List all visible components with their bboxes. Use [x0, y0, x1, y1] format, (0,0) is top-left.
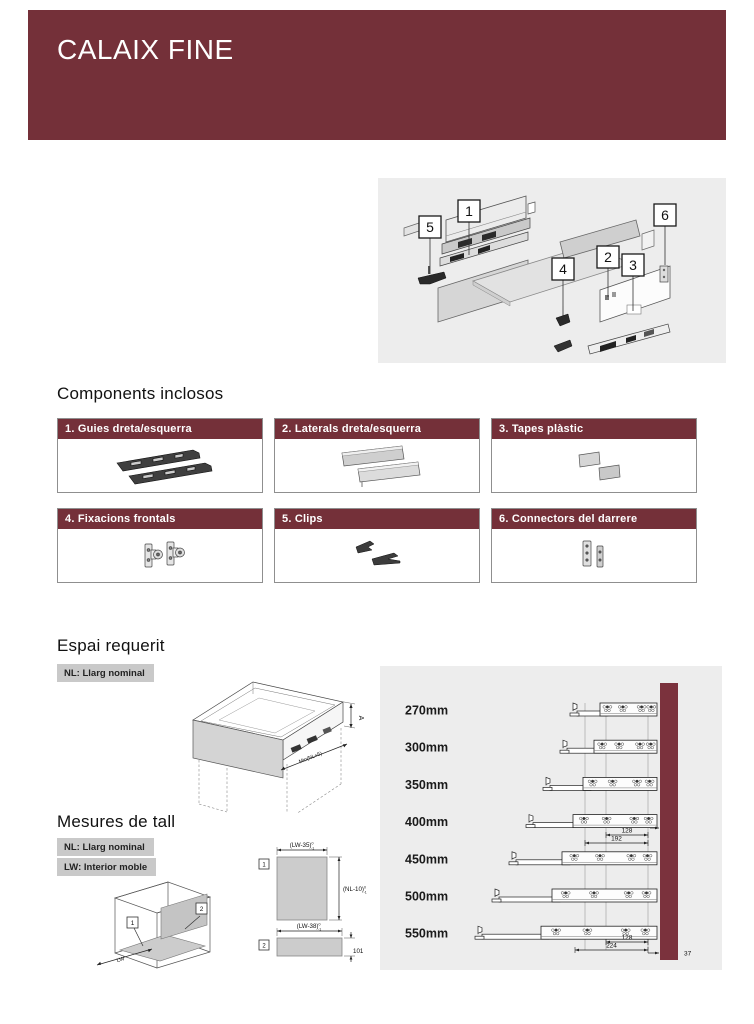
slide-length-label: 300mm — [405, 740, 449, 755]
component-title-5: 5. Clips — [275, 509, 479, 529]
page-header — [28, 10, 726, 140]
callout-number-5: 5 — [426, 219, 434, 235]
slide-row — [405, 889, 657, 904]
component-title-3: 3. Tapes plàstic — [492, 419, 696, 439]
slide-lengths-panel — [380, 666, 722, 970]
component-title-2: 2. Laterals dreta/esquerra — [275, 419, 479, 439]
dim-callout-1: 1 — [262, 862, 266, 869]
clip-bracket-part — [418, 272, 446, 284]
cabinet-callout-2: 2 — [199, 906, 204, 913]
rear-connectors-illustration — [493, 529, 696, 583]
mesures-legend-lw: LW: Interior moble — [57, 858, 156, 876]
cut-panel-2 — [277, 938, 342, 956]
slide-length-label: 450mm — [405, 852, 449, 867]
espai-dim-min-label: Min(NL+5) — [298, 750, 324, 766]
cabinet-callout-1: 1 — [130, 920, 135, 927]
panel2-height-label: 101 — [353, 948, 364, 955]
slide-row — [405, 852, 657, 867]
panel-mark — [605, 295, 609, 300]
lw-dim-label: LW — [116, 956, 126, 965]
slide-row — [405, 777, 657, 792]
slide-length-label: 270mm — [405, 703, 449, 718]
dimension-label: 224 — [606, 942, 617, 950]
side-panels-illustration — [276, 439, 479, 493]
page-title: CALAIX FINE — [57, 34, 234, 65]
espai-legend-nl: NL: Llarg nominal — [57, 664, 154, 682]
cut-panel-1 — [277, 857, 327, 920]
front-fixings-illustration — [59, 529, 262, 583]
cabinet-back-bar — [660, 683, 678, 960]
mesures-heading: Mesures de tall — [57, 812, 176, 831]
front-fixing-part — [556, 314, 570, 326]
slide-length-label: 500mm — [405, 889, 449, 904]
dimension-label: 192 — [611, 835, 622, 843]
rear-connector-part — [660, 266, 668, 282]
slide-row — [405, 703, 657, 718]
component-box-3 — [491, 418, 697, 493]
component-title-1: 1. Guies dreta/esquerra — [58, 419, 262, 439]
clip-part — [528, 202, 535, 214]
clips-illustration — [276, 529, 479, 583]
panel-mark — [612, 292, 616, 297]
callout-number-2: 2 — [604, 249, 612, 265]
cap-slot — [627, 305, 641, 314]
slide-row — [405, 815, 657, 830]
dimension-label: 128 — [621, 827, 633, 835]
slide-length-label: 400mm — [405, 815, 449, 830]
slide-length-label: 550mm — [405, 926, 449, 941]
callout-number-6: 6 — [661, 207, 669, 223]
espai-dim-a-label: A — [357, 715, 364, 721]
component-box-1 — [57, 418, 263, 493]
component-title-4: 4. Fixacions frontals — [58, 509, 262, 529]
espai-heading: Espai requerit — [57, 636, 165, 655]
panel1-width-label: $(LW-35)^0$ -1 — [289, 841, 315, 851]
dimension-label: 37 — [684, 950, 692, 958]
component-box-4 — [57, 508, 263, 583]
components-heading: Components inclosos — [57, 384, 224, 403]
slide-row — [405, 740, 657, 755]
dimension — [575, 943, 648, 954]
espai-requerit-figure — [175, 678, 375, 813]
drawer-slides-illustration — [59, 439, 262, 493]
plastic-caps-illustration — [493, 439, 696, 493]
back-cap — [642, 230, 654, 250]
panel1-height-label: $(NL-10)^0$ -1 — [343, 885, 367, 895]
component-box-2 — [274, 418, 480, 493]
exploded-diagram-panel — [378, 178, 726, 363]
dimension-label: 128 — [621, 934, 633, 942]
callout-number-4: 4 — [559, 261, 567, 277]
callout-number-1: 1 — [465, 203, 473, 219]
exploded-drawer-diagram — [378, 178, 726, 363]
panel2-width-label: $(LW-38)^0$ -1 — [296, 922, 322, 932]
component-box-6 — [491, 508, 697, 583]
component-box-5 — [274, 508, 480, 583]
clip-part — [554, 340, 572, 352]
component-title-6: 6. Connectors del darrere — [492, 509, 696, 529]
dim-callout-2: 2 — [262, 943, 266, 950]
slide-row — [405, 926, 657, 941]
callout-number-3: 3 — [629, 257, 637, 273]
dimension — [585, 836, 648, 847]
mesures-legend-nl: NL: Llarg nominal — [57, 838, 154, 856]
slide-length-label: 350mm — [405, 777, 449, 792]
slide-lengths-figure — [380, 666, 722, 970]
